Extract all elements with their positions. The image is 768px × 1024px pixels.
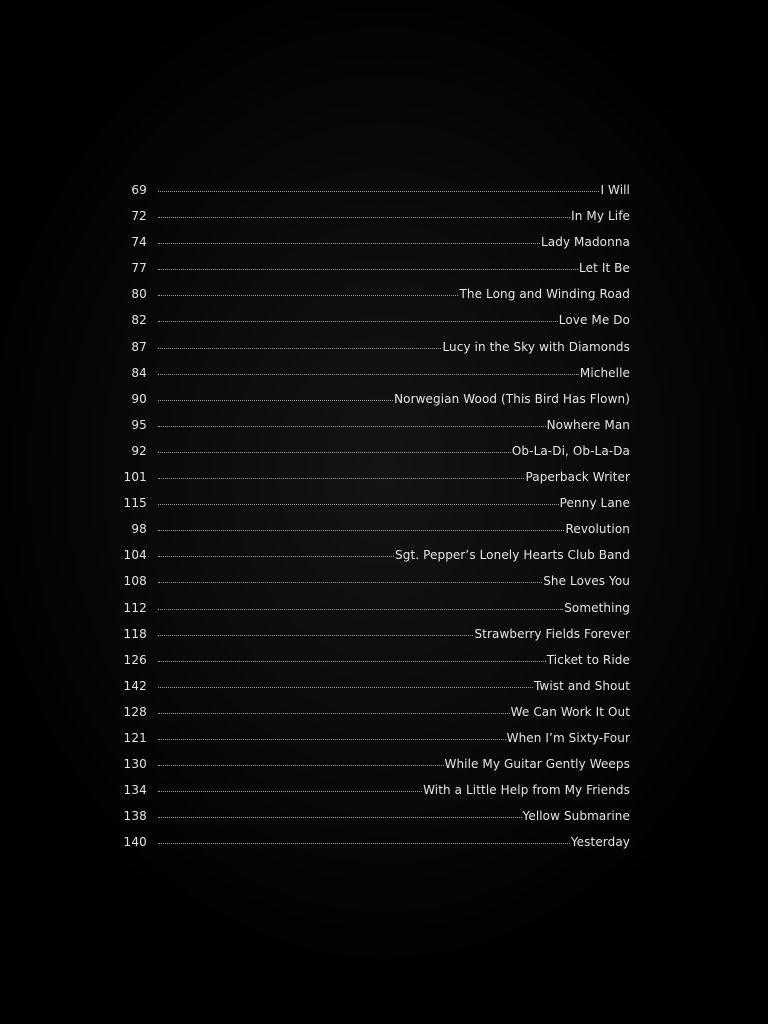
toc-page-number: 118 xyxy=(123,626,147,641)
dot-leader xyxy=(158,842,570,844)
toc-entry xyxy=(118,183,630,209)
toc-entry xyxy=(118,835,630,861)
toc-entry xyxy=(118,366,630,392)
toc-page-number: 134 xyxy=(123,783,147,798)
toc-song-title: The Long and Winding Road xyxy=(459,287,630,302)
dot-leader xyxy=(158,529,564,531)
toc-entry xyxy=(118,313,630,339)
toc-song-title: We Can Work It Out xyxy=(510,704,630,719)
toc-song-title: Ob-La-Di, Ob-La-Da xyxy=(511,443,630,458)
toc-song-title: Nowhere Man xyxy=(546,417,630,432)
dot-leader xyxy=(158,347,441,349)
toc-song-title: Something xyxy=(564,600,630,615)
toc-page-number: 142 xyxy=(123,678,147,693)
toc-page-number: 140 xyxy=(123,835,147,850)
toc-page-number: 128 xyxy=(123,704,147,719)
toc-page-number: 74 xyxy=(131,235,147,250)
dot-leader xyxy=(158,451,511,453)
dot-leader xyxy=(158,764,444,766)
toc-entry xyxy=(118,287,630,313)
toc-page-number: 104 xyxy=(123,548,147,563)
toc-page-number: 80 xyxy=(131,287,147,302)
toc-entry xyxy=(118,496,630,522)
toc-song-title: When I’m Sixty-Four xyxy=(506,730,630,745)
toc-entry xyxy=(118,261,630,287)
toc-song-title: She Loves You xyxy=(543,574,630,589)
toc-song-title: I Will xyxy=(600,183,630,197)
dot-leader xyxy=(158,686,533,688)
dot-leader xyxy=(158,634,473,636)
dot-leader xyxy=(158,242,540,244)
toc-entry xyxy=(118,548,630,574)
toc-song-title: Twist and Shout xyxy=(533,678,630,693)
toc-entry xyxy=(118,209,630,235)
toc-page-number: 82 xyxy=(131,313,147,328)
dot-leader xyxy=(158,660,546,662)
toc-page-number: 98 xyxy=(131,522,147,537)
toc-entry xyxy=(118,392,630,418)
toc-page-number: 90 xyxy=(131,391,147,406)
toc-song-title: Let It Be xyxy=(579,261,630,276)
toc-page-number: 72 xyxy=(131,209,147,224)
dot-leader xyxy=(158,294,458,296)
toc-page-number: 138 xyxy=(123,809,147,824)
toc-song-title: Revolution xyxy=(565,522,630,537)
dot-leader xyxy=(158,790,422,792)
toc-entry xyxy=(118,679,630,705)
toc-entry xyxy=(118,444,630,470)
dot-leader xyxy=(158,425,546,427)
toc-page-number: 95 xyxy=(131,417,147,432)
toc-song-title: In My Life xyxy=(571,209,630,224)
toc-entry xyxy=(118,731,630,757)
dot-leader xyxy=(158,712,510,714)
toc-page-number: 87 xyxy=(131,339,147,354)
toc-song-title: Ticket to Ride xyxy=(546,652,630,667)
toc-entry xyxy=(118,757,630,783)
dot-leader xyxy=(158,373,579,375)
dot-leader xyxy=(158,816,522,818)
toc-entry xyxy=(118,574,630,600)
toc-song-title: Yellow Submarine xyxy=(522,809,630,824)
toc-entry xyxy=(118,418,630,444)
toc-page-number: 84 xyxy=(131,365,147,380)
toc-page-number: 126 xyxy=(123,652,147,667)
toc-song-title: Paperback Writer xyxy=(525,470,630,485)
toc-entry xyxy=(118,627,630,653)
toc-song-title: Sgt. Pepper’s Lonely Hearts Club Band xyxy=(395,548,630,563)
dot-leader xyxy=(158,555,394,557)
dot-leader xyxy=(158,581,542,583)
toc-page-number: 101 xyxy=(123,470,147,485)
toc-song-title: Lucy in the Sky with Diamonds xyxy=(442,339,630,354)
toc-song-title: Yesterday xyxy=(570,835,630,850)
toc-entry xyxy=(118,783,630,809)
toc-entry xyxy=(118,601,630,627)
dot-leader xyxy=(158,503,559,505)
toc-page-number: 108 xyxy=(123,574,147,589)
toc-page-number: 77 xyxy=(131,261,147,276)
toc-entry xyxy=(118,653,630,679)
dot-leader xyxy=(158,268,578,270)
toc-song-title: With a Little Help from My Friends xyxy=(423,783,630,798)
dot-leader xyxy=(158,608,563,610)
table-of-contents xyxy=(118,183,630,861)
toc-song-title: Penny Lane xyxy=(559,496,630,511)
dot-leader xyxy=(158,477,524,479)
toc-entry xyxy=(118,235,630,261)
dot-leader xyxy=(158,738,506,740)
toc-entry xyxy=(118,470,630,496)
dot-leader xyxy=(158,190,599,192)
dot-leader xyxy=(158,399,393,401)
dot-leader xyxy=(158,320,558,322)
toc-song-title: Strawberry Fields Forever xyxy=(474,626,630,641)
toc-entry xyxy=(118,809,630,835)
toc-page-number: 69 xyxy=(131,183,147,197)
toc-page-number: 130 xyxy=(123,757,147,772)
dot-leader xyxy=(158,216,570,218)
toc-entry xyxy=(118,522,630,548)
toc-song-title: Love Me Do xyxy=(558,313,630,328)
toc-page-number: 115 xyxy=(123,496,147,511)
toc-song-title: While My Guitar Gently Weeps xyxy=(444,757,630,772)
toc-page-number: 121 xyxy=(123,730,147,745)
toc-entry xyxy=(118,705,630,731)
toc-entry xyxy=(118,340,630,366)
toc-page-number: 112 xyxy=(123,600,147,615)
toc-song-title: Michelle xyxy=(579,365,630,380)
toc-song-title: Norwegian Wood (This Bird Has Flown) xyxy=(394,391,630,406)
toc-page-number: 92 xyxy=(131,443,147,458)
toc-song-title: Lady Madonna xyxy=(540,235,630,250)
